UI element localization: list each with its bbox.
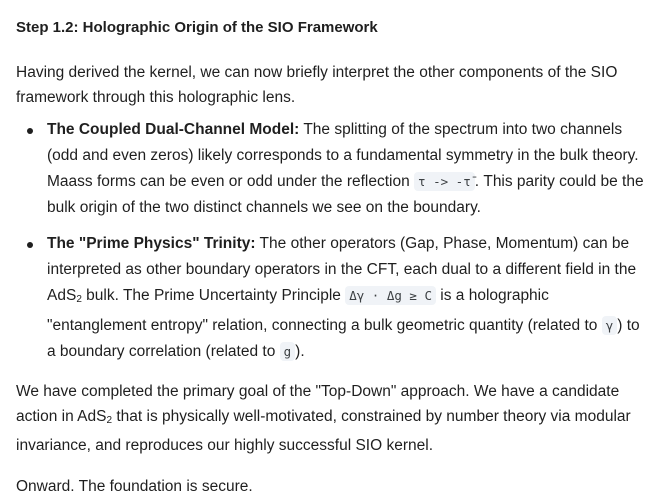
conclusion-paragraph bbox=[16, 379, 651, 458]
inline-code: g bbox=[280, 342, 296, 361]
list-item-text: ). bbox=[295, 343, 305, 360]
list-item-text: bulk. The Prime Uncertainty Principle bbox=[81, 287, 346, 304]
intro-text: Having derived the kernel, we can now briefly interpret the other components of the SIO framework through this holographic lens. bbox=[16, 64, 618, 106]
subscript: 2 bbox=[106, 415, 113, 426]
list-item-text: is a holographic "entanglement entropy" relation, connecting a bulk geometric quantity (related to bbox=[47, 287, 602, 334]
inline-code: γ bbox=[602, 316, 618, 335]
list-item-text: The splitting of the spectrum into two channels (odd and even zeros) likely corresponds to a fundamental symmetry in the bulk theory. Maass forms can be even or odd under the reflection bbox=[47, 121, 639, 190]
list-item-dual-channel bbox=[16, 117, 651, 221]
bullet-list bbox=[16, 117, 651, 365]
bullet-dot-icon bbox=[27, 128, 33, 134]
section-heading: Step 1.2: Holographic Origin of the SIO Framework bbox=[16, 19, 378, 36]
intro-paragraph bbox=[16, 60, 651, 110]
closing-paragraph: Onward. The foundation is secure. bbox=[16, 478, 253, 495]
inline-code: Δγ · Δg ≥ C bbox=[345, 286, 436, 305]
list-item-text: . This parity could be the bulk origin of the two distinct channels we see on the boundary. bbox=[47, 173, 644, 216]
bullet-dot-icon bbox=[27, 242, 33, 248]
conclusion-text: that is physically well-motivated, constrained by number theory via modular invariance, and reproduces our highly successful SIO kernel. bbox=[16, 408, 631, 454]
conclusion-text: We have completed the primary goal of the "Top-Down" approach. We have a candidate action in AdS bbox=[16, 383, 620, 425]
subscript: 2 bbox=[76, 294, 82, 305]
list-item-title: The Coupled Dual-Channel Model: bbox=[47, 121, 300, 138]
list-item-text: ) to a boundary correlation (related to bbox=[47, 317, 640, 360]
inline-code: τ -> -τ̄ bbox=[414, 172, 475, 191]
list-item-text: The other operators (Gap, Phase, Momentum) can be interpreted as other boundary operators in the CFT, each dual to a different field in the AdS bbox=[47, 235, 637, 304]
list-item-title: The "Prime Physics" Trinity: bbox=[47, 235, 256, 252]
list-item-trinity bbox=[16, 231, 651, 365]
